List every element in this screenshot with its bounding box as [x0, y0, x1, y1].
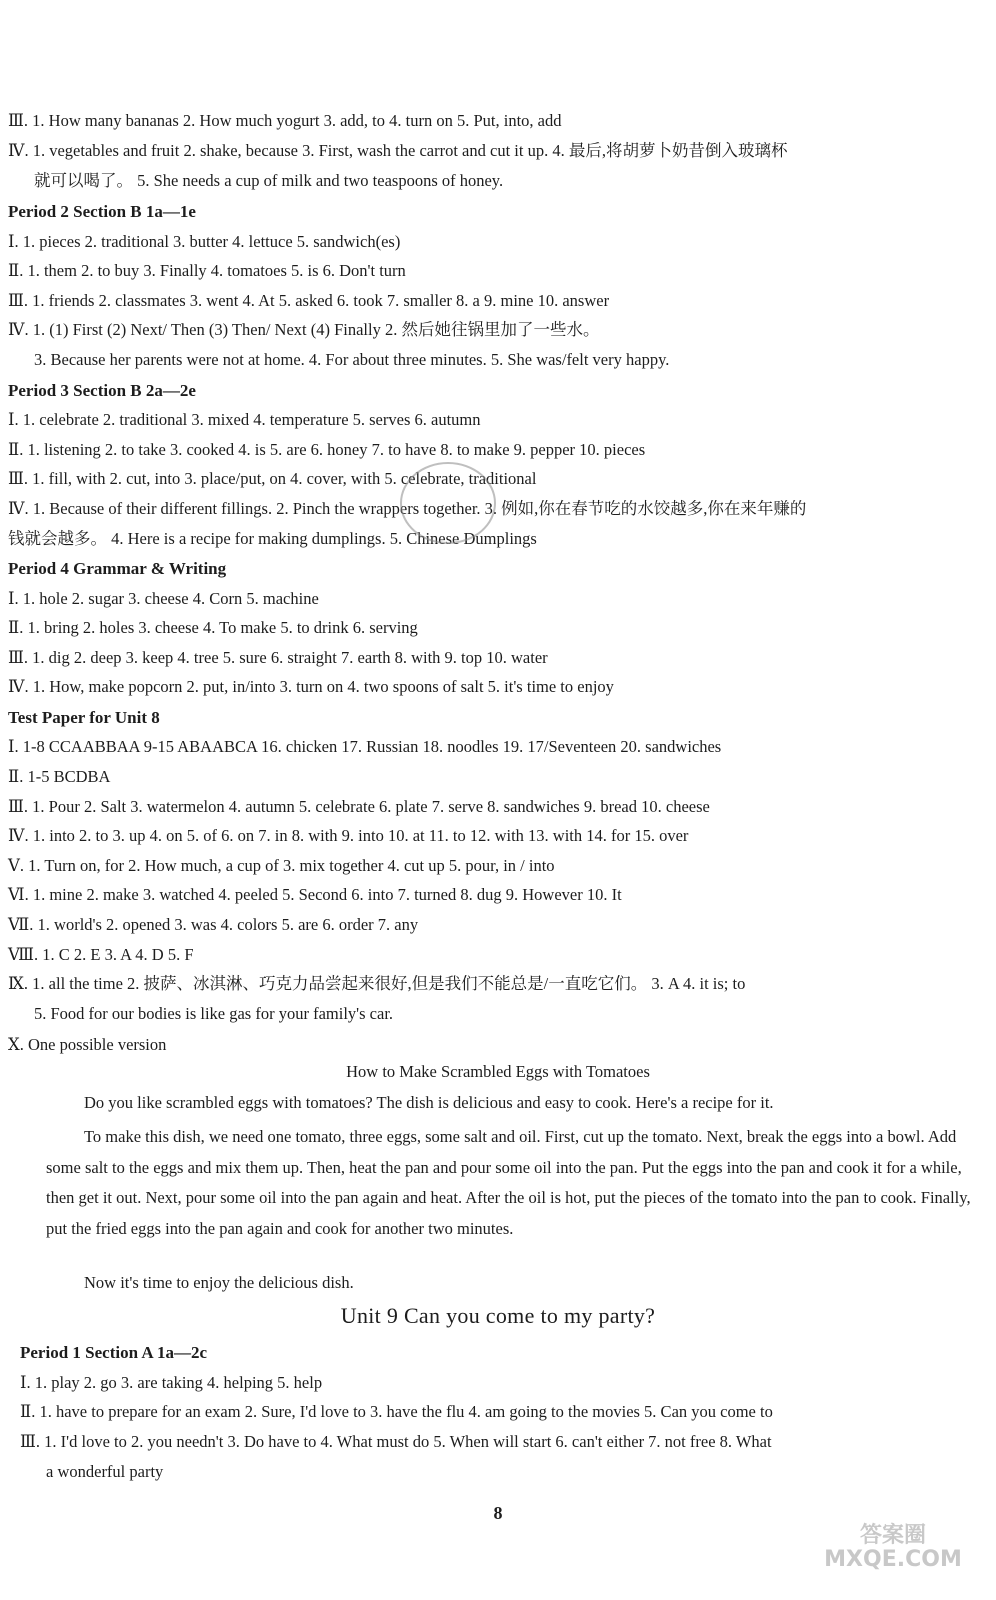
answer-line-period3-iii: Ⅲ. 1. fill, with 2. cut, into 3. place/put, on 4. cover, with 5. celebrate, traditional [8, 469, 537, 488]
answer-line-period3-iv: Ⅳ. 1. Because of their different fillings. 2. Pinch the wrappers together. 3. 例如,你在春节吃的水饺越多,你在来年赚的 [8, 499, 807, 518]
answer-line-period2-iv-cont: 3. Because her parents were not at home. 4. For about three minutes. 5. She was/felt very happy. [34, 350, 670, 369]
answer-line-period4-iii: Ⅲ. 1. dig 2. deep 3. keep 4. tree 5. sure 6. straight 7. earth 8. with 9. top 10. water [8, 648, 548, 667]
essay-paragraph-3: Now it's time to enjoy the delicious dish. [84, 1273, 354, 1292]
essay-paragraph-1: Do you like scrambled eggs with tomatoes? The dish is delicious and easy to cook. Here's a recipe for it. [84, 1093, 774, 1112]
answer-line-test-ii: Ⅱ. 1-5 BCDBA [8, 767, 111, 786]
answer-line-period4-iv: Ⅳ. 1. How, make popcorn 2. put, in/into 3. turn on 4. two spoons of salt 5. it's time to enjoy [8, 677, 614, 696]
answer-line-test-ix-cont: 5. Food for our bodies is like gas for your family's car. [34, 1004, 394, 1023]
answer-line-test-vii: Ⅶ. 1. world's 2. opened 3. was 4. colors 5. are 6. order 7. any [8, 915, 419, 934]
section-heading-period3: Period 3 Section B 2a—2e [8, 381, 196, 400]
answer-line-period4-ii: Ⅱ. 1. bring 2. holes 3. cheese 4. To make 5. to drink 6. serving [8, 618, 418, 637]
watermark-logo [808, 1524, 978, 1588]
answer-line-period2-iii: Ⅲ. 1. friends 2. classmates 3. went 4. At 5. asked 6. took 7. smaller 8. a 9. mine 10. answer [8, 291, 610, 310]
answer-line-test-iii: Ⅲ. 1. Pour 2. Salt 3. watermelon 4. autumn 5. celebrate 6. plate 7. serve 8. sandwiches 9. bread 10. cheese [8, 797, 710, 816]
essay-paragraph-2: To make this dish, we need one tomato, three eggs, some salt and oil. First, cut up the tomato. Next, break the eggs into a bowl. Add some salt to the eggs and mix them up. Then, heat the pan and pour some oil into the pan. Put the eggs into the pan and cook it for a while, then get it out. Next, pour some oil into the pan again and heat. After the oil is hot, put the pieces of the tomato into the pan to cook. Finally, put the fried eggs into the pan again and cook for another two minutes. [46, 1127, 971, 1238]
answer-line-test-viii: Ⅷ. 1. C 2. E 3. A 4. D 5. F [8, 945, 194, 964]
answer-line-period3-ii: Ⅱ. 1. listening 2. to take 3. cooked 4. is 5. are 6. honey 7. to have 8. to make 9. pepper 10. pieces [8, 440, 646, 459]
answer-line-test-vi: Ⅵ. 1. mine 2. make 3. watched 4. peeled 5. Second 6. into 7. turned 8. dug 9. However 10. It [8, 885, 622, 904]
answer-line-period2-iv: Ⅳ. 1. (1) First (2) Next/ Then (3) Then/ Next (4) Finally 2. 然后她往锅里加了一些水。 [8, 320, 600, 339]
section-heading-unit9-period1: Period 1 Section A 1a—2c [20, 1343, 207, 1362]
answer-line-test-i: Ⅰ. 1-8 CCAABBAA 9-15 ABAABCA 16. chicken 17. Russian 18. noodles 19. 17/Seventeen 20. sandwiches [8, 737, 722, 756]
watermark-text-en: MXQE.COM [824, 1547, 962, 1572]
answer-line-period3-i: Ⅰ. 1. celebrate 2. traditional 3. mixed 4. temperature 5. serves 6. autumn [8, 410, 481, 429]
answer-line-test-x: Ⅹ. One possible version [8, 1035, 167, 1054]
answer-line-unit8-p1-iv: Ⅳ. 1. vegetables and fruit 2. shake, because 3. First, wash the carrot and cut it up. 4. 最后,将胡萝卜奶昔倒入玻璃杯 [8, 141, 788, 160]
page-number: 8 [493, 1503, 503, 1523]
section-heading-period2: Period 2 Section B 1a—1e [8, 202, 196, 221]
answer-line-period2-ii: Ⅱ. 1. them 2. to buy 3. Finally 4. tomatoes 5. is 6. Don't turn [8, 261, 406, 280]
answer-line-unit9-iii-cont: a wonderful party [46, 1462, 164, 1481]
answer-line-test-iv: Ⅳ. 1. into 2. to 3. up 4. on 5. of 6. on 7. in 8. with 9. into 10. at 11. to 12. with 13. with 14. for 15. over [8, 826, 689, 845]
answer-line-period2-i: Ⅰ. 1. pieces 2. traditional 3. butter 4. lettuce 5. sandwich(es) [8, 232, 401, 251]
answer-line-test-ix: Ⅸ. 1. all the time 2. 披萨、冰淇淋、巧克力品尝起来很好,但是我们不能总是/一直吃它们。 3. A 4. it is; to [8, 974, 746, 993]
answer-line-period4-i: Ⅰ. 1. hole 2. sugar 3. cheese 4. Corn 5. machine [8, 589, 319, 608]
answer-line-unit8-p1-iv-cont: 就可以喝了。 5. She needs a cup of milk and two teaspoons of honey. [34, 171, 504, 190]
answer-line-unit9-ii: Ⅱ. 1. have to prepare for an exam 2. Sure, I'd love to 3. have the flu 4. am going to the movies 5. Can you come to [20, 1402, 773, 1421]
answer-line-unit9-i: Ⅰ. 1. play 2. go 3. are taking 4. helping 5. help [20, 1373, 323, 1392]
answer-line-test-v: Ⅴ. 1. Turn on, for 2. How much, a cup of 3. mix together 4. cut up 5. pour, in / into [8, 856, 555, 875]
answer-line-unit8-p1-iii: Ⅲ. 1. How many bananas 2. How much yogurt 3. add, to 4. turn on 5. Put, into, add [8, 111, 562, 130]
answer-line-unit9-iii: Ⅲ. 1. I'd love to 2. you needn't 3. Do have to 4. What must do 5. When will start 6. can't either 7. not free 8. What [20, 1432, 772, 1451]
answer-line-period3-iv-cont: 钱就会越多。 4. Here is a recipe for making dumplings. 5. Chinese Dumplings [8, 529, 537, 548]
watermark-text-cn: 答案圈 [859, 1523, 926, 1548]
unit-title: Unit 9 Can you come to my party? [340, 1303, 656, 1328]
stamp-mark [400, 462, 496, 544]
section-heading-period4: Period 4 Grammar & Writing [8, 559, 227, 578]
section-heading-test-paper: Test Paper for Unit 8 [8, 708, 160, 727]
essay-title: How to Make Scrambled Eggs with Tomatoes [346, 1062, 650, 1081]
